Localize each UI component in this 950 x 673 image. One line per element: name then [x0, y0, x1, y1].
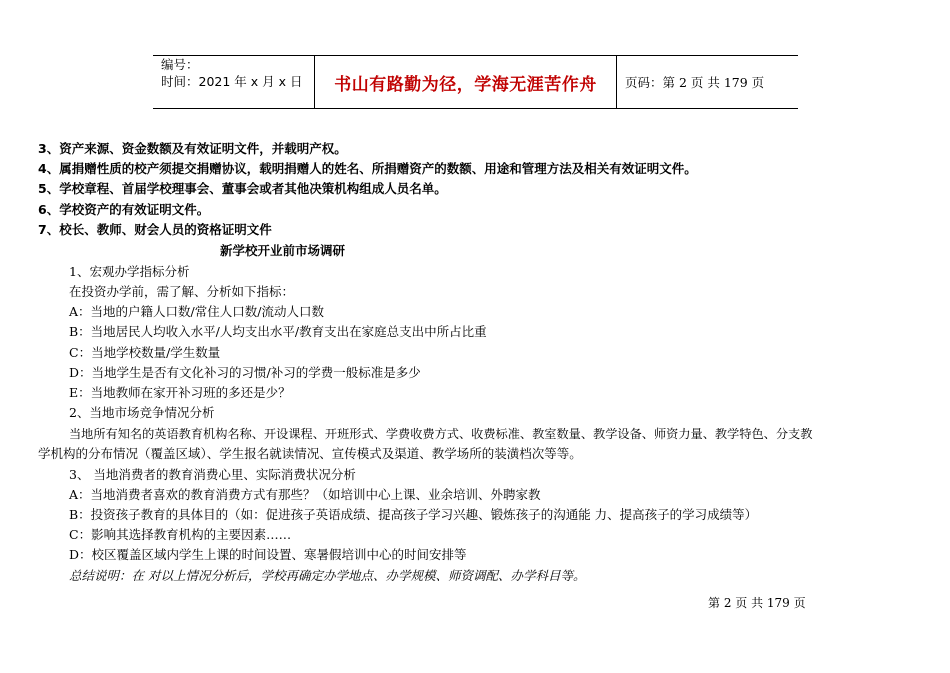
consumer-item-b: B：投资孩子教育的具体目的（如：促进孩子英语成绩、提高孩子学习兴趣、锻炼孩子的沟通能 力、提高孩子的学习成绩等） [69, 507, 758, 522]
heading-2: 2、当地市场竞争情况分析 [69, 405, 215, 420]
page-footer: 第 2 页 共 179 页 [708, 596, 806, 610]
item-a: A：当地的户籍人口数/常住人口数/流动人口数 [69, 304, 324, 319]
requirement-7: 7、校长、教师、财会人员的资格证明文件 [38, 222, 272, 237]
consumer-item-d: D：校区覆盖区域内学生上课的时间设置、寒暑假培训中心的时间安排等 [69, 547, 467, 562]
consumer-item-c: C：影响其选择教育机构的主要因素…… [69, 527, 292, 542]
heading-3: 3、 当地消费者的教育消费心里、实际消费状况分析 [69, 467, 356, 482]
heading-1: 1、宏观办学指标分析 [69, 264, 190, 279]
header-meta [153, 56, 315, 108]
time-label: 时间：2021 年 x 月 x 日 [161, 74, 303, 89]
header-page-code: 页码：第 2 页 共 179 页 [625, 75, 765, 90]
item-e: E：当地教师在家开补习班的多还是少？ [69, 385, 291, 400]
item-c: C：当地学校数量/学生数量 [69, 345, 221, 360]
requirement-6: 6、学校资产的有效证明文件。 [38, 202, 210, 217]
requirement-5: 5、学校章程、首届学校理事会、董事会或者其他决策机构组成人员名单。 [38, 181, 447, 196]
header-motto: 书山有路勤为径，学海无涯苦作舟 [315, 56, 617, 108]
section-title: 新学校开业前市场调研 [220, 243, 346, 258]
competition-paragraph-line-2: 学机构的分布情况（覆盖区域）、学生报名就读情况、宣传模式及渠道、教学场所的装潢档次等等。 [38, 446, 582, 461]
requirement-3: 3、资产来源、资金数额及有效证明文件，并载明产权。 [38, 141, 347, 156]
id-label: 编号： [161, 57, 199, 72]
summary-note: 总结说明：在 对以上情况分析后，学校再确定办学地点、办学规模、师资调配、办学科目等。 [69, 568, 586, 583]
competition-paragraph-line-1: 当地所有知名的英语教育机构名称、开设课程、开班形式、学费收费方式、收费标准、教室数量、教学设备、师资力量、教学特色、分支教 [69, 427, 813, 441]
item-b: B：当地居民人均收入水平/人均支出水平/教育支出在家庭总支出中所占比重 [69, 324, 487, 339]
consumer-item-a: A：当地消费者喜欢的教育消费方式有那些？（如培训中心上课、业余培训、外聘家教 [69, 487, 541, 502]
requirement-4: 4、属捐赠性质的校产须提交捐赠协议，载明捐赠人的姓名、所捐赠资产的数额、用途和管理方法及相关有效证明文件。 [38, 161, 697, 176]
item-d: D：当地学生是否有文化补习的习惯/补习的学费一般标准是多少 [69, 365, 421, 380]
paragraph-intro: 在投资办学前，需了解、分析如下指标： [69, 284, 295, 299]
page-header [153, 55, 798, 109]
